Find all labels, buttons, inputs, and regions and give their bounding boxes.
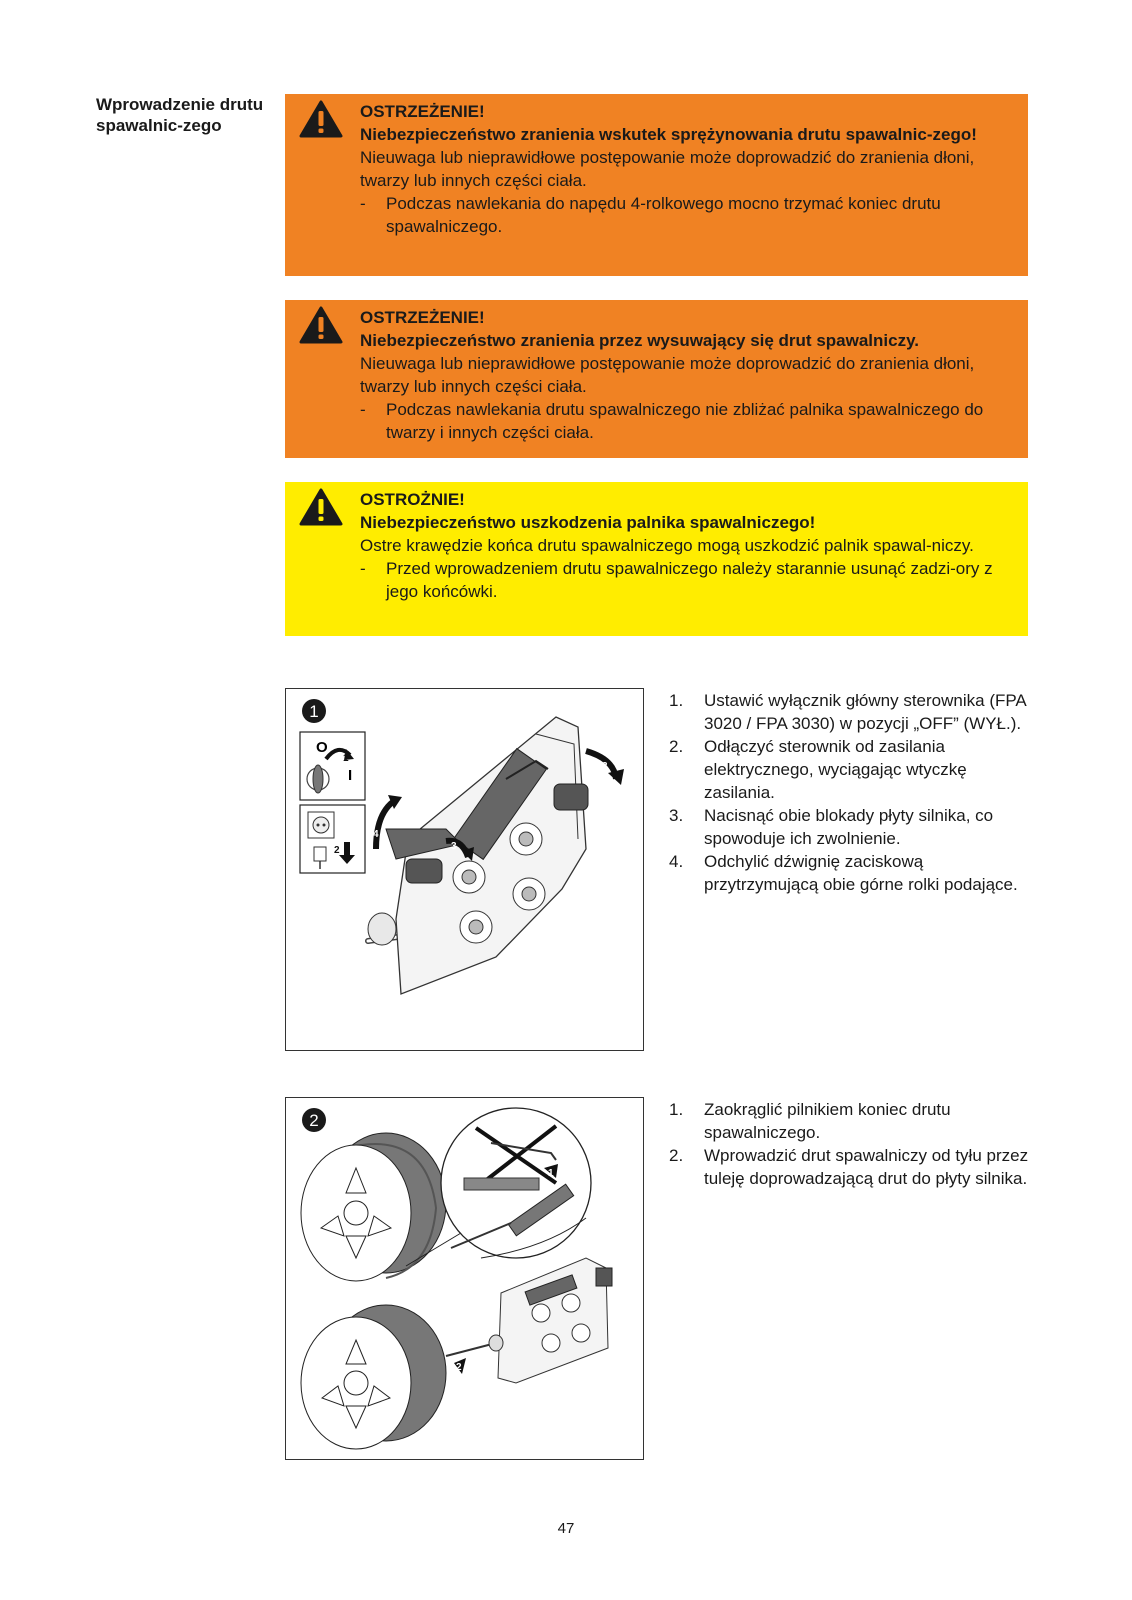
figure-1-wire-feeder-open bbox=[285, 688, 644, 1051]
signal-word: OSTROŻNIE! bbox=[360, 490, 465, 509]
figure-2-steps bbox=[665, 1098, 1035, 1190]
bullet-dash: - bbox=[360, 400, 366, 419]
mains-plug-icon bbox=[300, 805, 365, 873]
wire-spool-drawing bbox=[301, 1133, 446, 1281]
step-text: Ustawić wyłącznik główny sterownika (FPA 3020 / FPA 3030) w pozycji „OFF” (WYŁ.). bbox=[704, 691, 1026, 733]
step-number: 1. bbox=[669, 691, 684, 710]
step-number: 1. bbox=[669, 1100, 684, 1119]
step-item bbox=[665, 689, 1035, 735]
step-item bbox=[665, 1098, 1035, 1144]
figure-badge-number: 1 bbox=[309, 702, 319, 721]
step-text: Odłączyć sterownik od zasilania elektrycznego, wyciągając wtyczkę zasilania. bbox=[704, 737, 967, 802]
notice-description: Ostre krawędzie końca drutu spawalniczego mogą uszkodzić palnik spawal-niczy. bbox=[360, 536, 974, 555]
warning-box-wire-exit bbox=[285, 300, 1028, 458]
step-item bbox=[665, 1144, 1035, 1190]
notice-item bbox=[360, 557, 1020, 603]
warning-triangle-icon bbox=[299, 488, 343, 526]
callout-3: 3 bbox=[602, 761, 608, 772]
callout-2: 2 bbox=[456, 1362, 462, 1373]
step-item bbox=[665, 850, 1035, 896]
section-title: Wprowadzenie drutu spawalnic-zego bbox=[96, 95, 264, 135]
callout-1: 1 bbox=[343, 753, 349, 764]
warning-triangle-icon bbox=[299, 100, 343, 138]
notice-item bbox=[360, 192, 1020, 238]
page-number: 47 bbox=[557, 1520, 575, 1537]
figure-1-illustration bbox=[286, 689, 645, 1052]
caution-box-torch-damage bbox=[285, 482, 1028, 636]
figure-2-illustration bbox=[286, 1098, 645, 1461]
callout-3b: 3 bbox=[451, 841, 457, 852]
warning-triangle-icon bbox=[299, 306, 343, 344]
switch-off-label: O bbox=[316, 739, 328, 756]
notice-item bbox=[360, 398, 1020, 444]
wire-feeder-drawing bbox=[446, 1258, 612, 1383]
step-text: Nacisnąć obie blokady płyty silnika, co spowoduje ich zwolnienie. bbox=[704, 806, 994, 848]
notice-headline: Niebezpieczeństwo zranienia wskutek sprężynowania drutu spawalnic-zego! bbox=[360, 125, 977, 144]
notice-headline: Niebezpieczeństwo zranienia przez wysuwający się drut spawalniczy. bbox=[360, 331, 919, 350]
callout-4: 4 bbox=[373, 829, 379, 840]
bullet-dash: - bbox=[360, 559, 366, 578]
figure-1-steps bbox=[665, 689, 1035, 896]
signal-word: OSTRZEŻENIE! bbox=[360, 308, 485, 327]
notice-item-text: Podczas nawlekania do napędu 4-rolkowego mocno trzymać koniec drutu spawalniczego. bbox=[386, 194, 941, 236]
step-number: 2. bbox=[669, 737, 684, 756]
callout-2: 2 bbox=[334, 845, 340, 856]
notice-description: Nieuwaga lub nieprawidłowe postępowanie może doprowadzić do zranienia dłoni, twarzy lub innych części ciała. bbox=[360, 354, 975, 396]
signal-word: OSTRZEŻENIE! bbox=[360, 102, 485, 121]
step-item bbox=[665, 735, 1035, 804]
notice-item-text: Podczas nawlekania drutu spawalniczego nie zbliżać palnika spawalniczego do twarzy i innych części ciała. bbox=[386, 400, 984, 442]
step-text: Zaokrąglić pilnikiem koniec drutu spawalniczego. bbox=[704, 1100, 951, 1142]
step-text: Wprowadzić drut spawalniczy od tyłu przez tuleję doprowadzającą drut do płyty silnika. bbox=[704, 1146, 1029, 1188]
step-number: 4. bbox=[669, 852, 684, 871]
notice-item-text: Przed wprowadzeniem drutu spawalniczego należy starannie usunąć zadzi-ory z jego końcówki. bbox=[386, 559, 993, 601]
step-item bbox=[665, 804, 1035, 850]
figure-badge-number: 2 bbox=[309, 1111, 319, 1130]
bullet-dash: - bbox=[360, 194, 366, 213]
warning-box-spring-back bbox=[285, 94, 1028, 276]
wire-feeder-drawing bbox=[366, 717, 606, 994]
step-number: 2. bbox=[669, 1146, 684, 1165]
notice-description: Nieuwaga lub nieprawidłowe postępowanie może doprowadzić do zranienia dłoni, twarzy lub innych części ciała. bbox=[360, 148, 975, 190]
notice-headline: Niebezpieczeństwo uszkodzenia palnika spawalniczego! bbox=[360, 513, 816, 532]
step-number: 3. bbox=[669, 806, 684, 825]
switch-on-label: I bbox=[348, 767, 353, 784]
figure-2-wire-insertion bbox=[285, 1097, 644, 1460]
wire-spool-drawing-2 bbox=[301, 1305, 446, 1449]
power-switch-icon bbox=[300, 732, 365, 800]
step-text: Odchylić dźwignię zaciskową przytrzymującą obie górne rolki podające. bbox=[704, 852, 1018, 894]
callout-1: 1 bbox=[548, 1168, 554, 1179]
